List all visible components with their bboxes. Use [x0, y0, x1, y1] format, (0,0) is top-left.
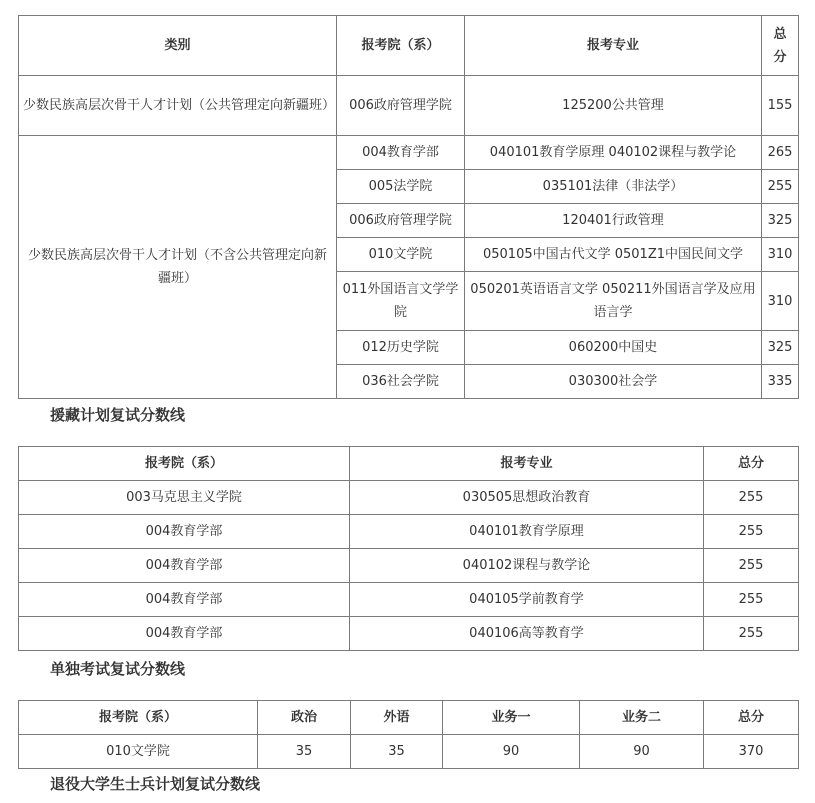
dept-cell: 012历史学院: [337, 331, 465, 365]
header-subject1: 业务一: [443, 701, 580, 735]
header-score: 总分: [704, 447, 799, 481]
total-cell: 370: [704, 735, 799, 769]
score-cell: 255: [704, 481, 799, 515]
score-cell: 325: [762, 204, 799, 238]
score-cell: 155: [762, 76, 799, 136]
score-cell: 255: [704, 583, 799, 617]
table-minority-plan: [18, 15, 799, 399]
language-cell: 35: [351, 735, 443, 769]
header-dept: 报考院（系）: [19, 701, 258, 735]
dept-cell: 004教育学部: [19, 515, 350, 549]
score-cell: 310: [762, 272, 799, 331]
table-row: [19, 549, 799, 583]
dept-cell: 003马克思主义学院: [19, 481, 350, 515]
score-cell: 255: [704, 617, 799, 651]
table-header-row: [19, 701, 799, 735]
major-cell: 120401行政管理: [465, 204, 762, 238]
score-cell: 325: [762, 331, 799, 365]
dept-cell: 006政府管理学院: [337, 204, 465, 238]
header-category: 类别: [19, 16, 337, 76]
major-cell: 125200公共管理: [465, 76, 762, 136]
section-title-separate-exam: 单独考试复试分数线: [50, 660, 186, 678]
score-cell: 255: [704, 515, 799, 549]
score-cell: 265: [762, 136, 799, 170]
dept-cell: 036社会学院: [337, 365, 465, 399]
table-row: [19, 515, 799, 549]
section-title-tibet-plan: 援藏计划复试分数线: [50, 406, 186, 424]
score-cell: 255: [762, 170, 799, 204]
table-tibet-plan: [18, 446, 799, 651]
header-politics: 政治: [258, 701, 351, 735]
dept-cell: 010文学院: [19, 735, 258, 769]
table-separate-exam: [18, 700, 799, 769]
section-title-veteran-plan: 退役大学生士兵计划复试分数线: [50, 775, 261, 793]
header-dept: 报考院（系）: [337, 16, 465, 76]
table-row: [19, 583, 799, 617]
header-language: 外语: [351, 701, 443, 735]
major-cell: 040101教育学原理: [350, 515, 704, 549]
header-major: 报考专业: [465, 16, 762, 76]
major-cell: 060200中国史: [465, 331, 762, 365]
score-cell: 335: [762, 365, 799, 399]
major-cell: 040105学前教育学: [350, 583, 704, 617]
category-cell: 少数民族高层次骨干人才计划（公共管理定向新疆班）: [19, 76, 337, 136]
major-cell: 050105中国古代文学 0501Z1中国民间文学: [465, 238, 762, 272]
header-score: 总分: [762, 16, 799, 76]
table-row: [19, 481, 799, 515]
score-cell: 255: [704, 549, 799, 583]
major-cell: 040106高等教育学: [350, 617, 704, 651]
dept-cell: 004教育学部: [337, 136, 465, 170]
table-row: [19, 136, 799, 170]
table-header-row: [19, 16, 799, 76]
dept-cell: 004教育学部: [19, 583, 350, 617]
major-cell: 040102课程与教学论: [350, 549, 704, 583]
dept-cell: 011外国语言文学学院: [337, 272, 465, 331]
header-dept: 报考院（系）: [19, 447, 350, 481]
header-subject2: 业务二: [580, 701, 704, 735]
dept-cell: 004教育学部: [19, 549, 350, 583]
header-total: 总分: [704, 701, 799, 735]
subject1-cell: 90: [443, 735, 580, 769]
table-header-row: [19, 447, 799, 481]
major-cell: 030505思想政治教育: [350, 481, 704, 515]
major-cell: 035101法律（非法学）: [465, 170, 762, 204]
major-cell: 030300社会学: [465, 365, 762, 399]
table-row: [19, 735, 799, 769]
dept-cell: 004教育学部: [19, 617, 350, 651]
dept-cell: 005法学院: [337, 170, 465, 204]
score-cell: 310: [762, 238, 799, 272]
subject2-cell: 90: [580, 735, 704, 769]
category-cell: 少数民族高层次骨干人才计划（不含公共管理定向新疆班）: [19, 136, 337, 399]
dept-cell: 006政府管理学院: [337, 76, 465, 136]
header-major: 报考专业: [350, 447, 704, 481]
major-cell: 040101教育学原理 040102课程与教学论: [465, 136, 762, 170]
table-row: [19, 76, 799, 136]
politics-cell: 35: [258, 735, 351, 769]
major-cell: 050201英语语言文学 050211外国语言学及应用语言学: [465, 272, 762, 331]
table-row: [19, 617, 799, 651]
dept-cell: 010文学院: [337, 238, 465, 272]
